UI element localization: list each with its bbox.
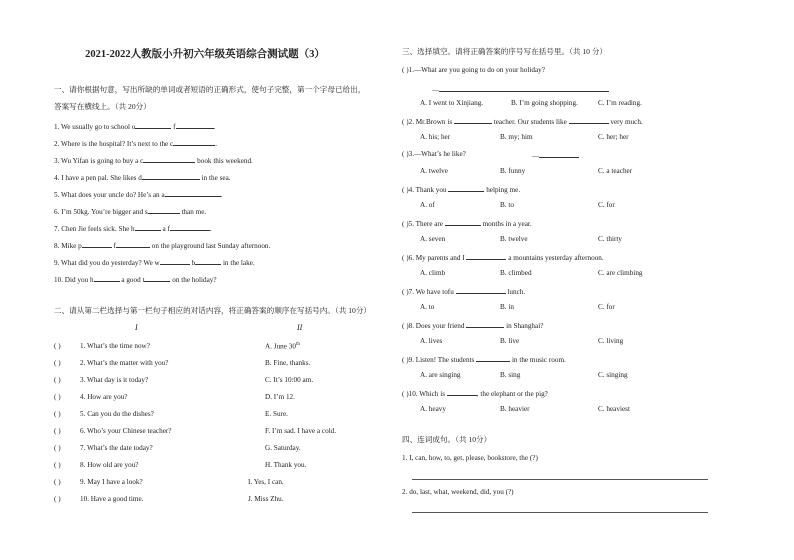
answer-paren[interactable]: ( ) bbox=[54, 478, 61, 486]
matching-answer: D. I’m 12. bbox=[265, 393, 295, 401]
matching-answer: G. Saturday. bbox=[265, 444, 301, 452]
answer-blank[interactable] bbox=[142, 172, 200, 180]
answer-blank[interactable] bbox=[160, 257, 190, 265]
answer-blank[interactable] bbox=[135, 121, 171, 129]
section2-heading: 二、请从第二栏选择与第一栏句子相应的对话内容，将正确答案的顺序在写括号内。（共 10分） bbox=[54, 306, 372, 315]
answer-paren[interactable]: ( ) bbox=[402, 66, 409, 74]
column-2-label: II bbox=[297, 323, 303, 332]
matching-question: 8. How old are you? bbox=[80, 461, 139, 469]
answer-blank[interactable] bbox=[165, 189, 221, 197]
answer-line-1[interactable] bbox=[412, 479, 708, 480]
fill-item-7: 7. Chen Jie feels sick. She h a f . bbox=[54, 225, 212, 233]
answer-blank[interactable] bbox=[466, 320, 504, 328]
answer-paren[interactable]: ( ) bbox=[402, 288, 409, 296]
mc-question-3: ( )3.—What’s he like? — bbox=[402, 150, 466, 158]
mc-question-1-reply: — bbox=[432, 84, 609, 94]
section1-heading-line1: 一、请你根据句意，写出所缺的单词或者短语的正确形式，使句子完整，第一个字母已给出， bbox=[54, 85, 366, 94]
answer-paren[interactable]: ( ) bbox=[54, 495, 61, 503]
mc-question-9: ( )9. Listen! The students in the music room. bbox=[402, 356, 566, 364]
answer-paren[interactable]: ( ) bbox=[402, 322, 409, 330]
matching-question: 7. What’s the date today? bbox=[80, 444, 153, 452]
fill-item-1: 1. We usually go to school o f . bbox=[54, 123, 216, 131]
page-title: 2021-2022人教版小升初六年级英语综合测试题（3） bbox=[85, 49, 325, 60]
mc-options-10: A. heavy B. heavier C. heaviest bbox=[420, 405, 630, 413]
fill-item-8: 8. Mike p f on the playground last Sunday afternoon. bbox=[54, 242, 271, 250]
answer-paren[interactable]: ( ) bbox=[402, 356, 409, 364]
answer-blank[interactable] bbox=[144, 274, 170, 282]
section4-heading: 四、连词成句。（共 10分） bbox=[402, 435, 492, 444]
mc-options-9: A. are singing B. sing C. singing bbox=[420, 371, 628, 379]
mc-question-4: ( )4. Thank you helping me. bbox=[402, 186, 521, 194]
mc-question-7: ( )7. We have tofu lunch. bbox=[402, 288, 526, 296]
answer-blank[interactable] bbox=[439, 84, 609, 92]
answer-paren[interactable]: ( ) bbox=[54, 359, 61, 367]
answer-blank[interactable] bbox=[569, 116, 609, 124]
answer-blank[interactable] bbox=[445, 218, 481, 226]
fill-item-2: 2. Where is the hospital? It’s next to the c . bbox=[54, 140, 218, 148]
answer-paren[interactable]: ( ) bbox=[54, 461, 61, 469]
matching-question: 10. Have a good time. bbox=[80, 495, 144, 503]
sentence-item-1: 1. I, can, how, to, get, please, bookstore, the (?) bbox=[402, 454, 538, 462]
matching-question: 3. What day is it today? bbox=[80, 376, 149, 384]
answer-line-2[interactable] bbox=[412, 512, 708, 513]
matching-question: 6. Who’s your Chinese teacher? bbox=[80, 427, 172, 435]
answer-paren[interactable]: ( ) bbox=[54, 444, 61, 452]
answer-blank[interactable] bbox=[448, 184, 484, 192]
mc-question-2: ( )2. Mr.Brown is teacher. Our students like very much. bbox=[402, 118, 643, 126]
matching-answer: C. It’s 10:00 am. bbox=[265, 376, 314, 384]
answer-paren[interactable]: ( ) bbox=[402, 150, 409, 158]
mc-options-4: A. of B. to C. for bbox=[420, 201, 615, 209]
answer-blank[interactable] bbox=[82, 240, 112, 248]
matching-answer: B. Fine, thanks. bbox=[265, 359, 311, 367]
mc-options-6: A. climb B. climbed C. are climbing bbox=[420, 269, 643, 277]
matching-answer: H. Thank you. bbox=[265, 461, 307, 469]
mc-options-7: A. to B. in C. for bbox=[420, 303, 615, 311]
answer-paren[interactable]: ( ) bbox=[54, 427, 61, 435]
answer-blank[interactable] bbox=[170, 223, 210, 231]
answer-blank[interactable] bbox=[476, 354, 510, 362]
mc-question-8: ( )8. Does your friend in Shanghai? bbox=[402, 322, 544, 330]
answer-blank[interactable] bbox=[143, 155, 195, 163]
answer-blank[interactable] bbox=[539, 150, 579, 158]
fill-item-5: 5. What does your uncle do? He’s an a . bbox=[54, 191, 223, 199]
answer-blank[interactable] bbox=[116, 240, 150, 248]
answer-blank[interactable] bbox=[466, 252, 506, 260]
matching-question: 4. How are you? bbox=[80, 393, 128, 401]
answer-blank[interactable] bbox=[148, 206, 180, 214]
answer-blank[interactable] bbox=[135, 223, 161, 231]
mc-options-5: A. seven B. twelve C. thirty bbox=[420, 235, 622, 243]
answer-paren[interactable]: ( ) bbox=[402, 390, 409, 398]
fill-item-6: 6. I’m 50kg. You’re bigger and s than me. bbox=[54, 208, 207, 216]
answer-blank[interactable] bbox=[176, 121, 214, 129]
mc-question-10: ( )10. Which is , the elephant or the pig? bbox=[402, 390, 548, 398]
answer-paren[interactable]: ( ) bbox=[402, 118, 409, 126]
mc-options-1: A. I went to Xinjiang. B. I’m going shopping. C. I’m reading. bbox=[420, 99, 642, 107]
matching-question: 5. Can you do the dishes? bbox=[80, 410, 154, 418]
matching-question: 1. What’s the time now? bbox=[80, 342, 150, 350]
mc-options-3: A. twelve B. funny C. a teacher bbox=[420, 167, 633, 175]
mc-options-8: A. lives B. live C. living bbox=[420, 337, 624, 345]
matching-question: 2. What’s the matter with you? bbox=[80, 359, 169, 367]
section1-heading-line2: 答案写在横线上。（共 20分） bbox=[54, 102, 151, 111]
mc-question-1: ( )1.—What are you going to do on your holiday? bbox=[402, 66, 545, 74]
matching-answer: I. Yes, I can. bbox=[248, 478, 284, 486]
fill-item-9: 9. What did you do yesterday? We w b in the lake. bbox=[54, 259, 255, 267]
fill-item-4: 4. I have a pen pal. She likes d in the sea. bbox=[54, 174, 231, 182]
matching-answer: F. I’m sad. I have a cold. bbox=[265, 427, 337, 435]
answer-blank[interactable] bbox=[195, 257, 221, 265]
answer-blank[interactable] bbox=[454, 116, 492, 124]
answer-paren[interactable]: ( ) bbox=[402, 186, 409, 194]
sentence-item-2: 2. do, last, what, weekend, did, you (?) bbox=[402, 488, 514, 496]
answer-blank[interactable] bbox=[173, 138, 215, 146]
answer-blank[interactable] bbox=[456, 286, 506, 294]
answer-paren[interactable]: ( ) bbox=[54, 410, 61, 418]
answer-paren[interactable]: ( ) bbox=[54, 376, 61, 384]
answer-paren[interactable]: ( ) bbox=[402, 254, 409, 262]
section1-heading bbox=[54, 84, 384, 112]
answer-paren[interactable]: ( ) bbox=[54, 393, 61, 401]
column-1-label: I bbox=[135, 323, 138, 332]
matching-question: 9. May I have a look? bbox=[80, 478, 143, 486]
matching-answer: J. Miss Zhu. bbox=[248, 495, 284, 503]
answer-paren[interactable]: ( ) bbox=[402, 220, 409, 228]
matching-answer: E. Sure. bbox=[265, 410, 288, 418]
answer-blank[interactable] bbox=[94, 274, 120, 282]
answer-paren[interactable]: ( ) bbox=[54, 342, 61, 350]
fill-item-10: 10. Did you h a good t on the holiday? bbox=[54, 276, 217, 284]
matching-answer: A. June 30th bbox=[265, 342, 300, 351]
section3-heading: 三、选择填空。请将正确答案的序号写在括号里。（共 10 分） bbox=[402, 47, 608, 56]
fill-item-3: 3. Wu Yifan is going to buy a c book this weekend. bbox=[54, 157, 253, 165]
mc-options-2: A. his; her B. my; him C. her; her bbox=[420, 133, 629, 141]
mc-question-5: ( )5. There are months in a year. bbox=[402, 220, 532, 228]
answer-blank[interactable] bbox=[447, 388, 477, 396]
mc-question-6: ( )6. My parents and I a mountains yesterday afternoon. bbox=[402, 254, 604, 262]
